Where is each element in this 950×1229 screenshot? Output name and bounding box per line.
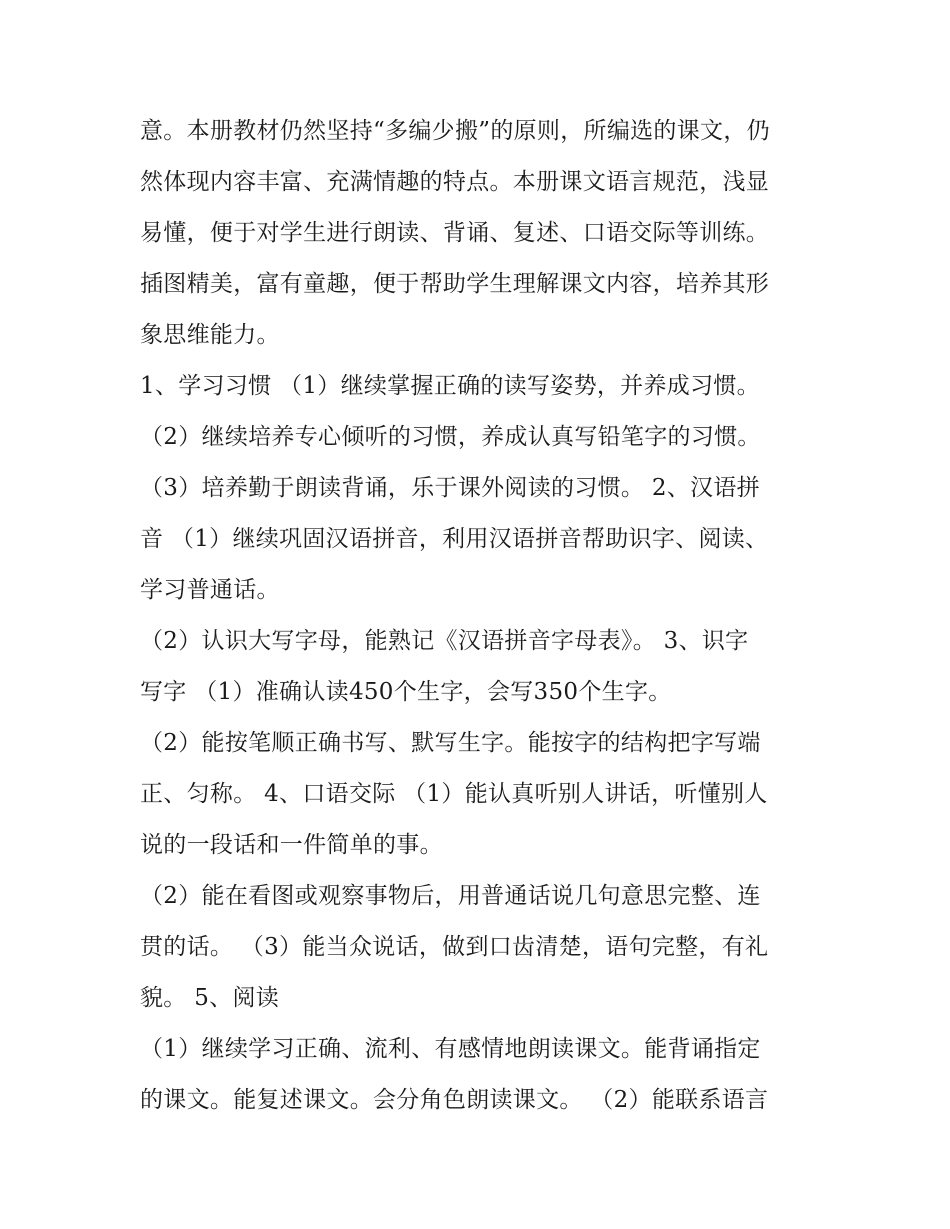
text-line: （1）继续学习正确、流利、有感情地朗读课文。能背诵指定 — [140, 1036, 761, 1062]
text-line: 意。本册教材仍然坚持“多编少搬”的原则，所编选的课文，仍 — [140, 118, 770, 144]
text-line: 音 （1）继续巩固汉语拼音，利用汉语拼音帮助识字、阅读、 — [140, 526, 769, 552]
body-text — [140, 111, 820, 1131]
text-line: 易懂，便于对学生进行朗读、背诵、复述、口语交际等训练。 — [140, 220, 770, 246]
text-line: （2）能按笔顺正确书写、默写生字。能按字的结构把字写端 — [140, 730, 761, 756]
text-line: 1、学习习惯 （1）继续掌握正确的读写姿势，并养成习惯。 — [140, 373, 760, 399]
text-line: 的课文。能复述课文。会分角色朗读课文。 （2）能联系语言 — [140, 1087, 769, 1113]
text-line: 贯的话。 （3）能当众说话，做到口齿清楚，语句完整，有礼 — [140, 934, 769, 960]
text-line: 象思维能力。 — [140, 322, 280, 348]
text-line: （2）继续培养专心倾听的习惯，养成认真写铅笔字的习惯。 — [140, 424, 761, 450]
text-line: 貌。 5、阅读 — [140, 985, 280, 1011]
text-line: （2）能在看图或观察事物后，用普通话说几句意思完整、连 — [140, 883, 761, 909]
text-line: 学习普通话。 — [140, 577, 280, 603]
text-line: 写字 （1）准确认读450个生字，会写350个生字。 — [140, 679, 672, 705]
text-line: 然体现内容丰富、充满情趣的特点。本册课文语言规范，浅显 — [140, 169, 770, 195]
text-line: 正、匀称。 4、口语交际 （1）能认真听别人讲话，听懂别人 — [140, 781, 768, 807]
text-line: （2）认识大写字母，能熟记《汉语拼音字母表》。 3、识字 — [140, 628, 749, 654]
text-line: （3）培养勤于朗读背诵，乐于课外阅读的习惯。 2、汉语拼 — [140, 475, 760, 501]
text-line: 插图精美，富有童趣，便于帮助学生理解课文内容，培养其形 — [140, 271, 770, 297]
text-line: 说的一段话和一件简单的事。 — [140, 832, 443, 858]
